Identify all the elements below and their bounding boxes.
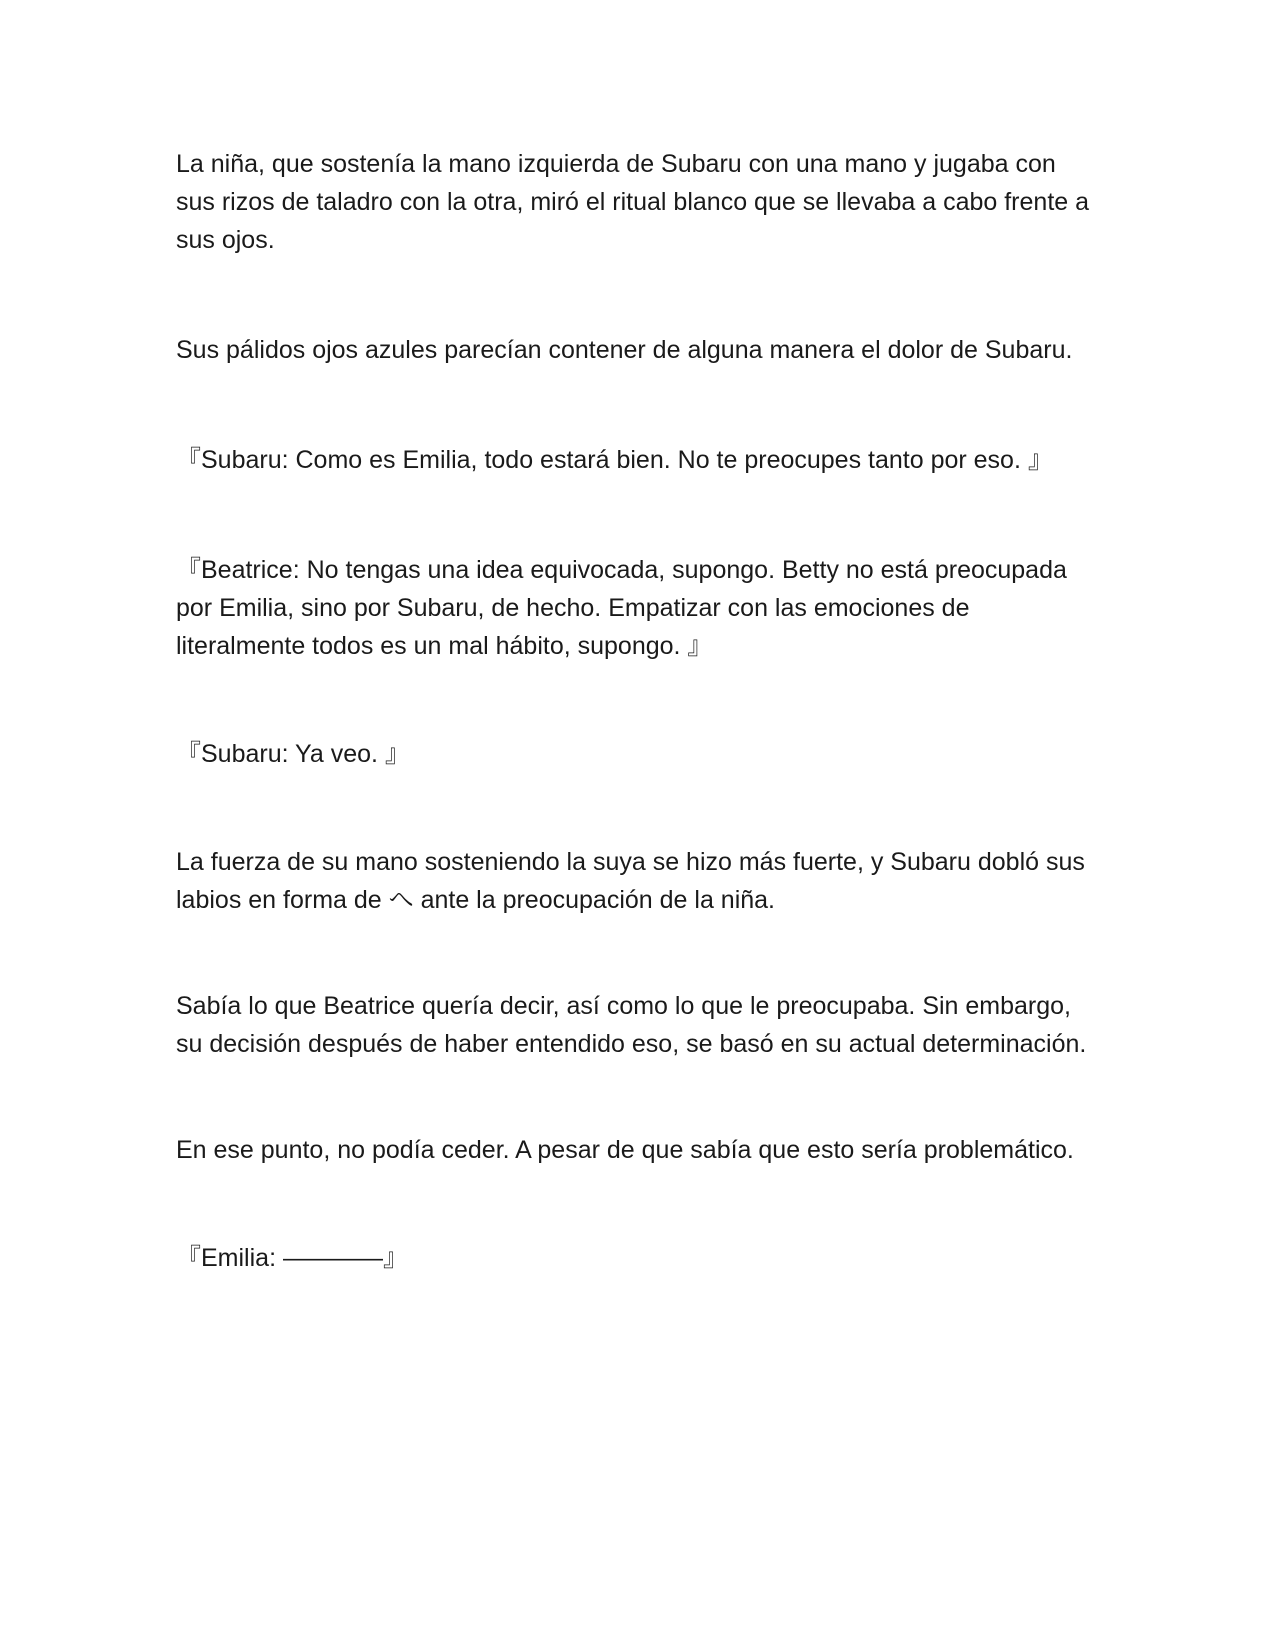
dialogue-subaru-1: 『Subaru: Como es Emilia, todo estará bien. No te preocupes tanto por eso. 』 bbox=[176, 446, 1053, 474]
paragraph-6: La fuerza de su mano sosteniendo la suya se hizo más fuerte, y Subaru dobló sus labios en forma de へ ante la preocupación de la niña. bbox=[176, 848, 1085, 914]
paragraph-spacer bbox=[176, 479, 1096, 551]
document-body bbox=[176, 145, 1096, 1277]
dialogue-emilia: 『Emilia: ————』 bbox=[176, 1244, 408, 1272]
paragraph-7: Sabía lo que Beatrice quería decir, así como lo que le preocupaba. Sin embargo, su decisión después de haber entendido eso, se basó en su actual determinación. bbox=[176, 992, 1087, 1058]
paragraph-spacer bbox=[176, 773, 1096, 843]
paragraph-spacer bbox=[176, 665, 1096, 735]
paragraph-spacer bbox=[176, 1169, 1096, 1239]
paragraph-8: En ese punto, no podía ceder. A pesar de que sabía que esto sería problemático. bbox=[176, 1136, 1074, 1164]
paragraph-spacer bbox=[176, 259, 1096, 331]
dialogue-beatrice: 『Beatrice: No tengas una idea equivocada, supongo. Betty no está preocupada por Emilia, sino por Subaru, de hecho. Empatizar con las emociones de literalmente todos es un mal hábito, supongo. 』 bbox=[176, 556, 1067, 660]
paragraph-2: Sus pálidos ojos azules parecían contener de alguna manera el dolor de Subaru. bbox=[176, 336, 1073, 364]
paragraph-spacer bbox=[176, 919, 1096, 987]
dialogue-subaru-2: 『Subaru: Ya veo. 』 bbox=[176, 740, 410, 768]
paragraph-spacer bbox=[176, 369, 1096, 441]
paragraph-spacer bbox=[176, 1063, 1096, 1131]
paragraph-1: La niña, que sostenía la mano izquierda de Subaru con una mano y jugaba con sus rizos de taladro con la otra, miró el ritual blanco que se llevaba a cabo frente a sus ojos. bbox=[176, 150, 1090, 254]
